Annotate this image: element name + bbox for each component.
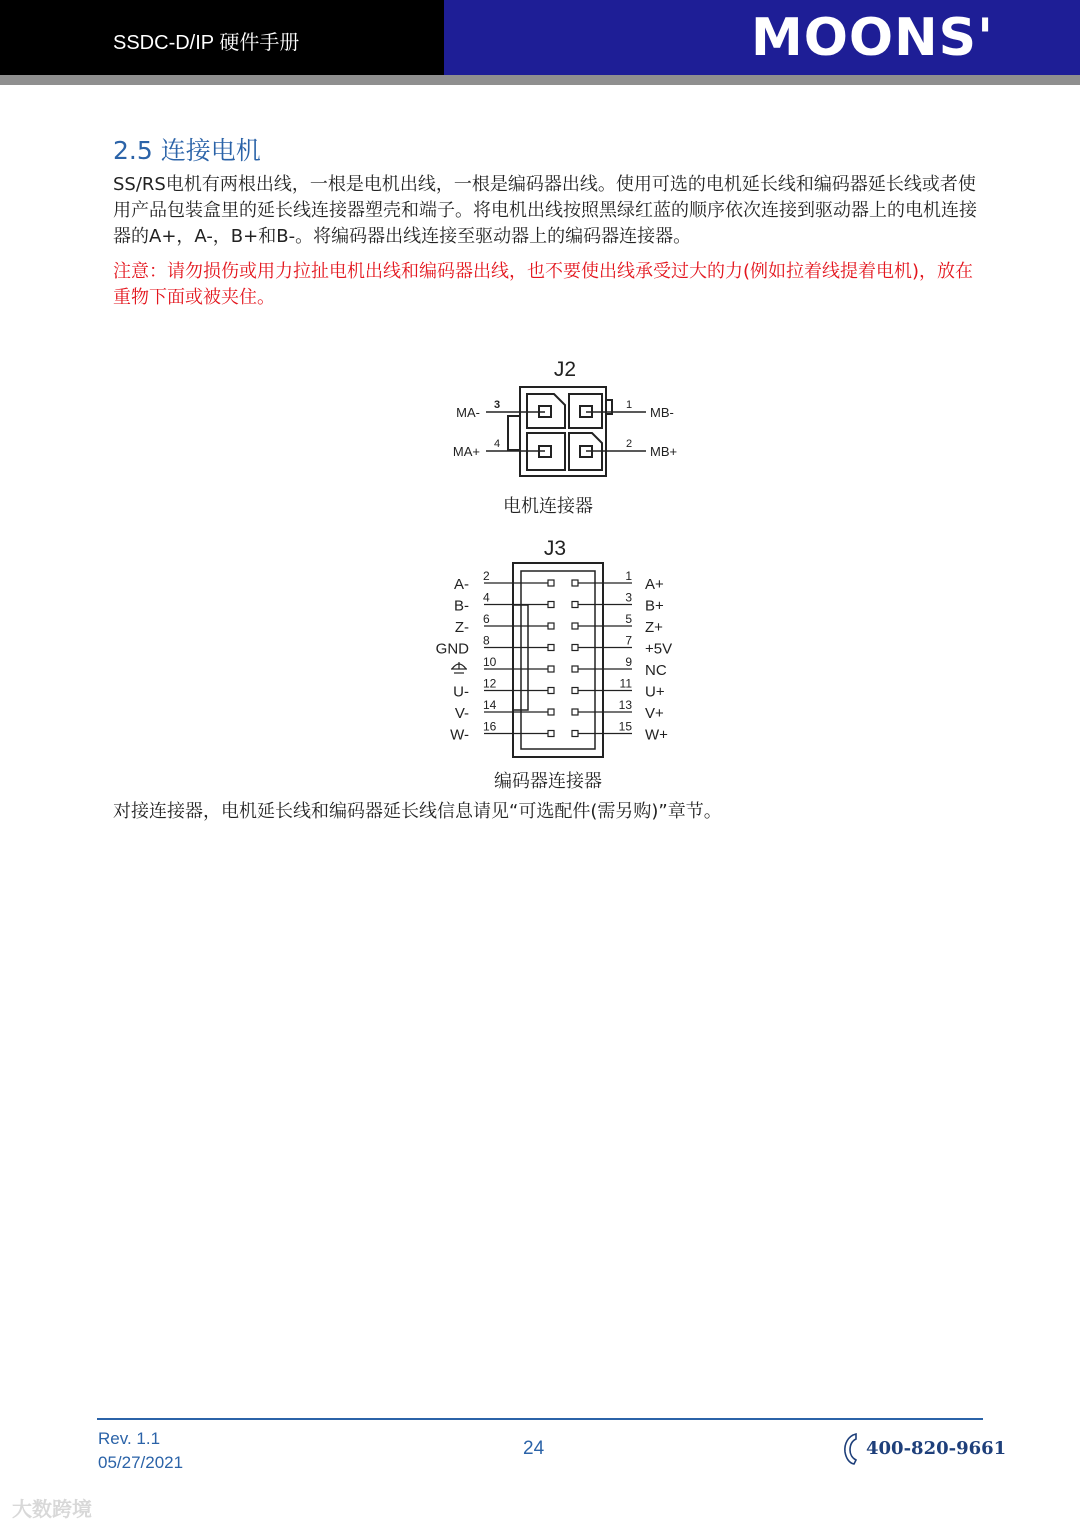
j3-pin (572, 731, 578, 737)
j2-caption: 电机连接器 (503, 496, 593, 517)
j3-pin-number: 10 (483, 655, 497, 669)
j2-pin-number: 3 (494, 399, 501, 411)
j3-pin-label: A- (454, 576, 469, 593)
header-gray-bar (0, 75, 1080, 85)
phone-number: 400-820-9661 (866, 1438, 1007, 1459)
j3-title: J3 (543, 537, 567, 560)
j3-pin-number: 16 (483, 719, 497, 734)
j3-pin-label: +5V (645, 640, 673, 658)
j3-pin-label: W+ (645, 726, 668, 744)
j3-pin (572, 688, 578, 694)
j3-pin (548, 709, 554, 715)
phone-icon (842, 1432, 864, 1466)
j3-pin-number: 7 (625, 633, 632, 648)
j3-pin-label: B- (454, 597, 469, 615)
j3-pin-number: 11 (619, 676, 632, 691)
j3-pin-number: 8 (483, 633, 490, 648)
j3-pin-label: A+ (645, 576, 664, 593)
brand-logo: MOONS' (750, 8, 994, 68)
j3-pin-number: 2 (483, 569, 490, 583)
j3-pin-number: 9 (625, 655, 632, 669)
ground-icon (451, 662, 467, 673)
j3-pin (548, 666, 554, 672)
j2-pin-number: 4 (494, 438, 501, 450)
page-number: 24 (523, 1438, 545, 1459)
j3-pin (572, 623, 578, 629)
j2-title: J2 (553, 358, 577, 381)
j3-pin-label: NC (645, 662, 667, 679)
connector-diagrams (0, 340, 1080, 800)
footer-date: 05/27/2021 (98, 1453, 184, 1472)
j3-pin (572, 645, 578, 651)
j3-pin (548, 731, 554, 737)
j3-connector-body (513, 563, 603, 757)
j3-pin-label: U+ (645, 683, 665, 701)
j3-pin-label: Z- (454, 619, 469, 636)
j3-pin-label: W- (450, 726, 469, 744)
j3-pin-number: 1 (625, 569, 632, 583)
j3-pin (572, 666, 578, 672)
j3-pin (548, 688, 554, 694)
j3-pin-label: U- (453, 683, 469, 701)
j3-pin (548, 645, 554, 651)
j3-pin-label: B+ (645, 597, 664, 615)
j2-pin-label: MB+ (650, 444, 678, 459)
j3-pin-number: 13 (618, 698, 632, 712)
j3-pin-number: 15 (618, 719, 632, 734)
j3-pin-number: 14 (483, 698, 497, 712)
j3-pin (572, 709, 578, 715)
footer-revision: Rev. 1.1 (98, 1429, 161, 1448)
j3-pin-number: 5 (625, 612, 632, 626)
document-title: SSDC-D/IP 硬件手册 (113, 32, 300, 54)
j3-pin-label: GND (435, 640, 469, 658)
j3-pin-number: 3 (625, 590, 632, 605)
section-title: 2.5 连接电机 (113, 136, 261, 165)
j2-pin-number: 2 (626, 438, 633, 450)
j3-pin-number: 12 (483, 676, 497, 691)
j3-pin (572, 602, 578, 608)
j2-pin-label: MA- (456, 405, 480, 420)
warning-paragraph: 注意：请勿损伤或用力拉扯电机出线和编码器出线，也不要使出线承受过大的力(例如拉着线提着电机)，放在重物下面或被夹住。 (113, 261, 974, 308)
reference-paragraph: 对接连接器，电机延长线和编码器延长线信息请见“可选配件(需另购)”章节。 (113, 801, 722, 822)
j2-connector-body (508, 387, 612, 476)
body-paragraph: SS/RS电机有两根出线，一根是电机出线，一根是编码器出线。使用可选的电机延长线和编码器延长线或者使用产品包装盒里的延长线连接器塑壳和端子。将电机出线按照黑绿红蓝的顺序依次连接到驱动器上的电机连接器的A+，A-，B+和B-。将编码器出线连接至驱动器上的编码器连接器。 (113, 174, 977, 247)
j3-pin-label: V- (454, 705, 469, 722)
j2-pin-label: MA+ (452, 444, 480, 459)
j2-pin-number: 1 (626, 399, 633, 411)
j3-pin-number: 6 (483, 612, 490, 626)
watermark: 大数跨境 (12, 1497, 92, 1521)
j3-pin-label: Z+ (645, 619, 663, 636)
j3-pin (548, 623, 554, 629)
j3-pin (548, 602, 554, 608)
j3-pin (572, 580, 578, 586)
j3-pin-rows (436, 569, 672, 744)
j3-pin-label: V+ (645, 705, 664, 722)
footer-divider (97, 1418, 983, 1420)
j2-pin-label: MB- (650, 405, 674, 420)
j3-pin-number: 4 (483, 590, 490, 605)
j3-pin (548, 580, 554, 586)
j3-caption: 编码器连接器 (494, 771, 602, 792)
